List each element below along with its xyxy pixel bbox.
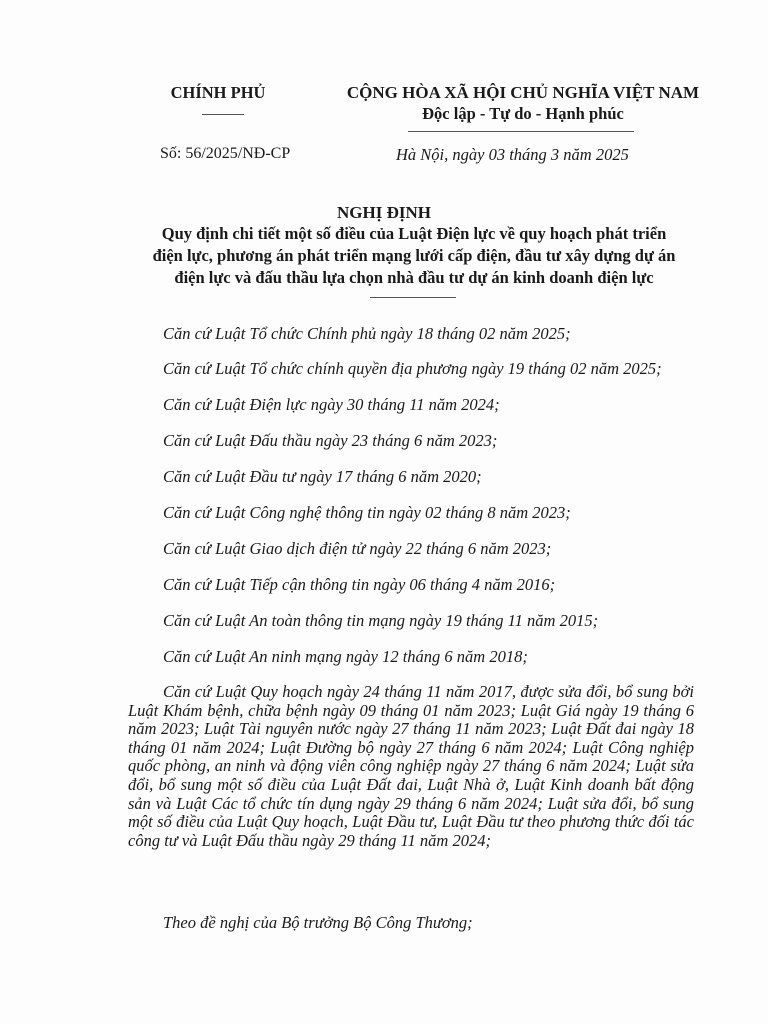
document-number: Số: 56/2025/NĐ-CP [160,145,291,162]
place-date: Hà Nội, ngày 03 tháng 3 năm 2025 [396,145,629,164]
title-underline [370,297,456,298]
proposal-statement: Theo đề nghị của Bộ trưởng Bộ Công Thương; [163,913,473,932]
basis-it-law: Căn cứ Luật Công nghệ thông tin ngày 02 tháng 8 năm 2023; [163,503,571,522]
subject-line-2: điện lực, phương án phát triển mạng lưới cấp điện, đầu tư xây dựng dự án [152,246,676,265]
national-motto: Độc lập - Tự do - Hạnh phúc [422,104,624,123]
motto-underline [408,131,634,132]
issuing-agency: CHÍNH PHỦ [170,83,266,102]
basis-government-law: Căn cứ Luật Tổ chức Chính phủ ngày 18 tháng 02 năm 2025; [163,324,571,343]
basis-investment-law: Căn cứ Luật Đầu tư ngày 17 tháng 6 năm 2020; [163,467,482,486]
national-title: CỘNG HÒA XÃ HỘI CHỦ NGHĨA VIỆT NAM [346,83,700,102]
basis-local-government-law: Căn cứ Luật Tổ chức chính quyền địa phương ngày 19 tháng 02 năm 2025; [163,359,662,378]
basis-cybersecurity-law: Căn cứ Luật An ninh mạng ngày 12 tháng 6 năm 2018; [163,647,528,666]
basis-planning-law-paragraph: Căn cứ Luật Quy hoạch ngày 24 tháng 11 năm 2017, được sửa đổi, bổ sung bởi Luật Khám bệnh, chữa bệnh ngày 09 tháng 01 năm 2023; Luật Giá ngày 19 tháng 6 năm 2023; Luật Tài nguyên nước ngày 27 tháng 11 năm 2023; Luật Đất đai ngày 18 tháng 01 năm 2024; Luật Đường bộ ngày 27 tháng 6 năm 2024; Luật Công nghiệp quốc phòng, an ninh và động viên công nghiệp ngày 27 tháng 6 năm 2024; Luật sửa đổi, bổ sung một số điều của Luật Đất đai, Luật Nhà ở, Luật Kinh doanh bất động sản và Luật Các tổ chức tín dụng ngày 29 tháng 6 năm 2024; Luật sửa đổi, bổ sung một số điều của Luật Quy hoạch, Luật Đầu tư, Luật Đầu tư theo phương thức đối tác công tư và Luật Đấu thầu ngày 29 tháng 11 năm 2024; [128,682,694,850]
agency-underline [202,114,244,115]
document-type: NGHỊ ĐỊNH [337,203,431,222]
basis-network-safety-law: Căn cứ Luật An toàn thông tin mạng ngày 19 tháng 11 năm 2015; [163,611,599,630]
basis-access-to-information-law: Căn cứ Luật Tiếp cận thông tin ngày 06 tháng 4 năm 2016; [163,575,556,594]
basis-e-transactions-law: Căn cứ Luật Giao dịch điện tử ngày 22 tháng 6 năm 2023; [163,539,552,558]
subject-line-3: điện lực và đấu thầu lựa chọn nhà đầu tư dự án kinh doanh điện lực [174,268,654,287]
basis-electricity-law: Căn cứ Luật Điện lực ngày 30 tháng 11 năm 2024; [163,395,500,414]
basis-bidding-law: Căn cứ Luật Đấu thầu ngày 23 tháng 6 năm 2023; [163,431,498,450]
subject-line-1: Quy định chi tiết một số điều của Luật Điện lực về quy hoạch phát triển [161,224,667,243]
